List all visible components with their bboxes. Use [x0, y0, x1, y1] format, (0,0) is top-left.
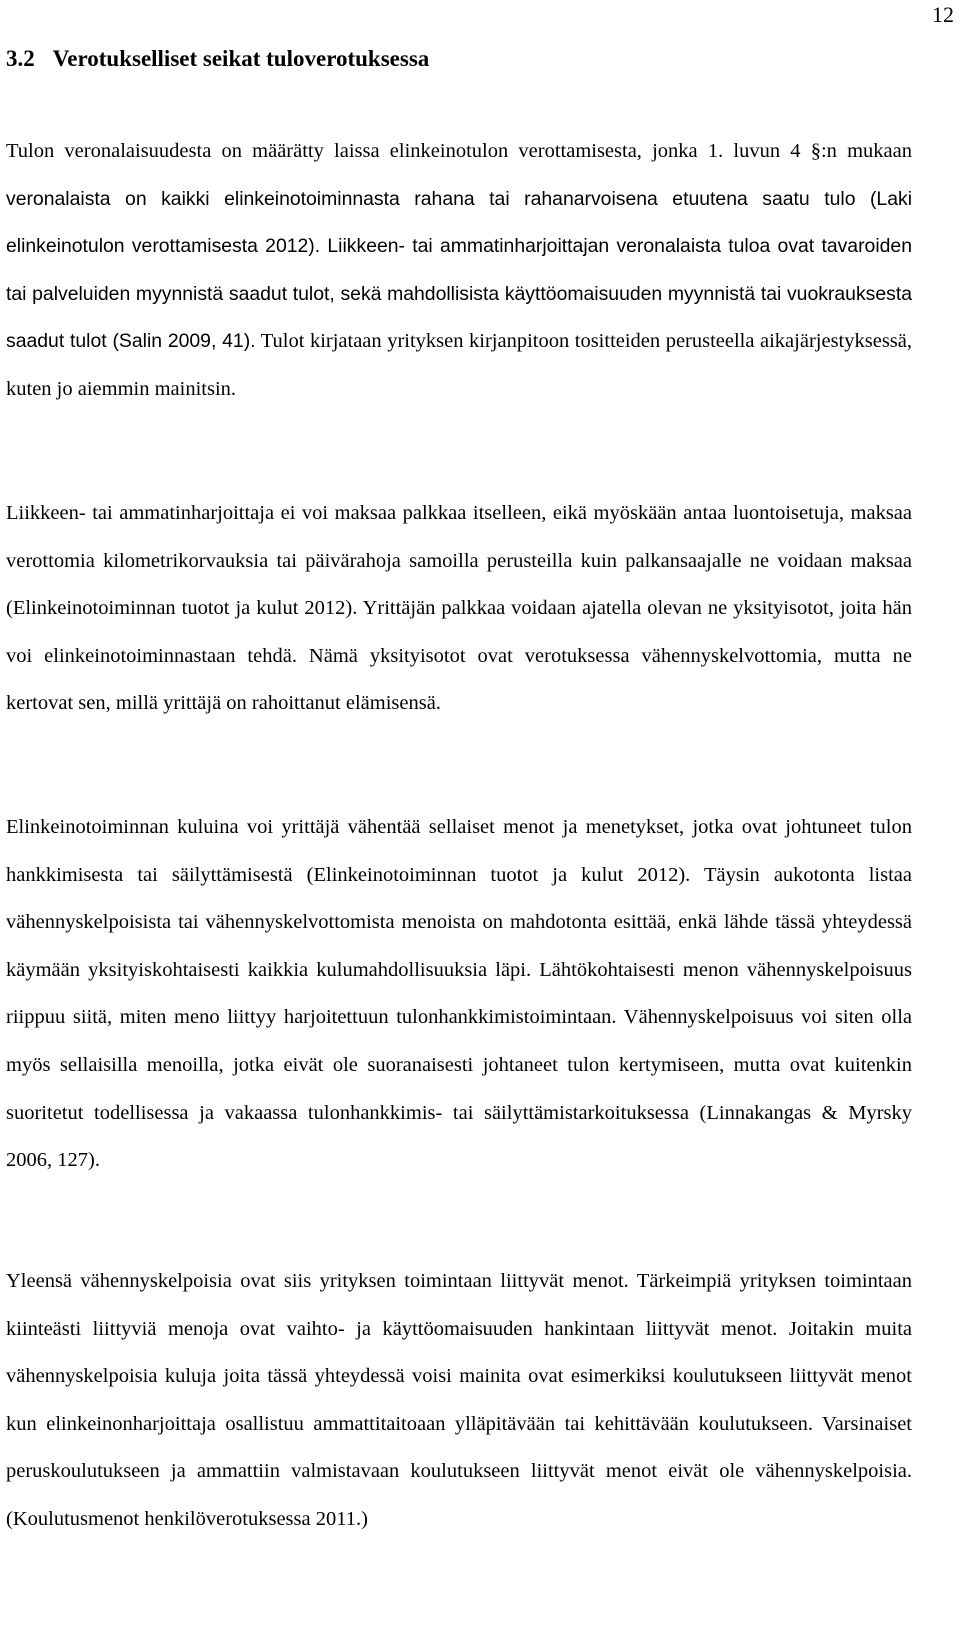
- section-title: Verotukselliset seikat tuloverotuksessa: [52, 46, 430, 71]
- page-number: 12: [932, 2, 954, 27]
- section-number: 3.2: [6, 46, 35, 71]
- paragraph-3: Elinkeinotoiminnan kuluina voi yrittäjä vähentää sellaiset menot ja menetykset, jotka ovat johtuneet tulon hankkimisesta tai säilyttämisestä (Elinkeinotoiminnan tuotot ja kulut 2012). Täysin aukotonta listaa vähennyskelpoisista tai vähennyskelvottomista menoista on mahdotonta esittää, enkä lähde tässä yhteydessä käymään yksityiskohtaisesti kaikkia kulumahdollisuuksia läpi. Lähtökohtaisesti menon vähennyskelpoisuus riippuu siitä, miten meno liittyy harjoitettuun tulonhankkimistoimintaan. Vähennyskelpoisuus voi siten olla myös sellaisilla menoilla, jotka eivät ole suoranaisesti johtaneet tulon kertymiseen, mutta ovat kuitenkin suoritetut todellisessa ja vakaassa tulonhankkimis- tai säilyttämistarkoituksessa (Linnakangas & Myrsky 2006, 127).: [6, 816, 912, 1172]
- paragraph-1-serif-end: Tulot kirjataan yrityksen kirjanpitoon tositteiden perusteella aikajärjestyksessä, kuten jo aiemmin mainitsin.: [6, 330, 912, 400]
- paragraph-1-sans-part: veronalaista on kaikki elinkeinotoiminnasta rahana tai rahanarvoisena etuutena saatu tulo (Laki elinkeinotulon verottamisesta 2012). Liikkeen- tai ammatinharjoittajan veronalaista tuloa ovat tavaroiden tai palveluiden myynnistä saadut tulot, sekä mahdollisista käyttöomaisuuden myynnistä tai vuokrauksesta saadut tulot (Salin 2009, 41).: [6, 187, 912, 353]
- paragraph-2: Liikkeen- tai ammatinharjoittaja ei voi maksaa palkkaa itselleen, eikä myöskään antaa luontoisetuja, maksaa verottomia kilometrikorvauksia tai päivärahoja samoilla perusteilla kuin palkansaajalle ne voidaan maksaa (Elinkeinotoiminnan tuotot ja kulut 2012). Yrittäjän palkkaa voidaan ajatella olevan ne yksityisotot, joita hän voi elinkeinotoiminnastaan tehdä. Nämä yksityisotot ovat verotuksessa vähennyskelvottomia, mutta ne kertovat sen, millä yrittäjä on rahoittanut elämisensä.: [6, 502, 912, 715]
- section-heading: [6, 44, 429, 74]
- paragraph-4: Yleensä vähennyskelpoisia ovat siis yrityksen toimintaan liittyvät menot. Tärkeimpiä yrityksen toimintaan kiinteästi liittyviä menoja ovat vaihto- ja käyttöomaisuuden hankintaan liittyvät menot. Joitakin muita vähennyskelpoisia kuluja joita tässä yhteydessä voisi mainita ovat esimerkiksi koulutukseen liittyvät menot kun elinkeinonharjoittaja osallistuu ammattitaitoaan ylläpitävään tai kehittävään koulutukseen. Varsinaiset peruskoulutukseen ja ammattiin valmistavaan koulutukseen liittyvät menot eivät ole vähennyskelpoisia. (Koulutusmenot henkilöverotuksessa 2011.): [6, 1270, 912, 1530]
- paragraph-1: [6, 128, 912, 414]
- paragraph-1-serif-start: Tulon veronalaisuudesta on määrätty laissa elinkeinotulon verottamisesta, jonka 1. luvun 4 §:n mukaan: [6, 140, 912, 162]
